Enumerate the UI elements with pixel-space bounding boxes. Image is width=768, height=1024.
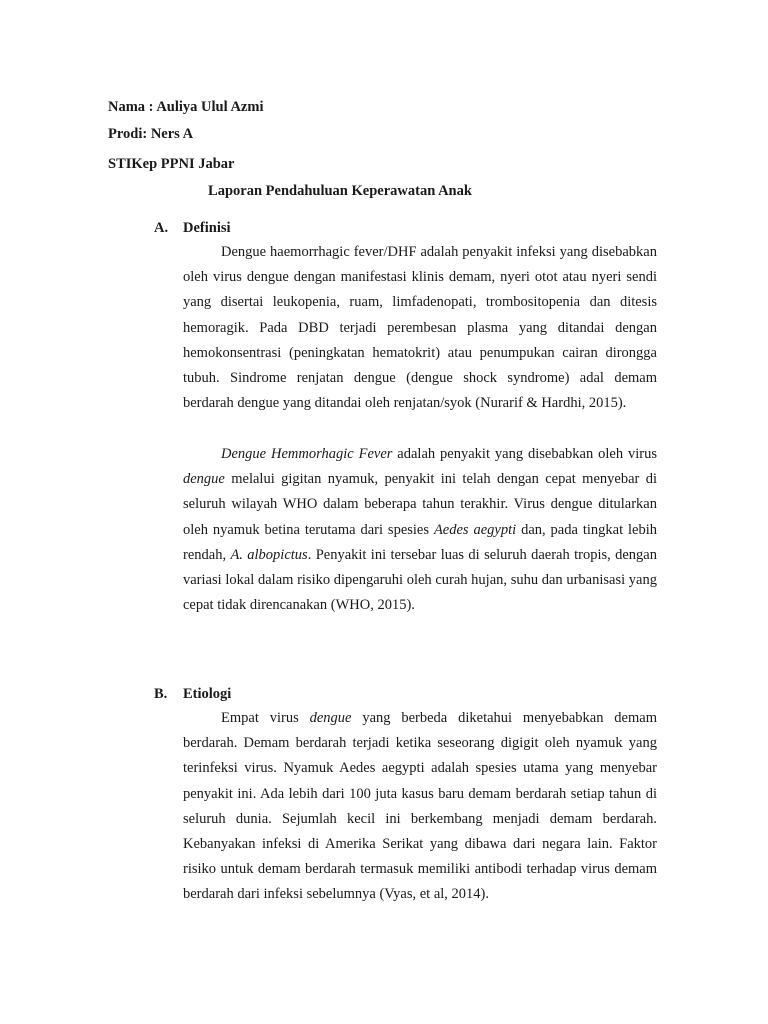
text-run: adalah penyakit yang disebabkan oleh virus bbox=[392, 446, 657, 462]
definisi-paragraph-2 bbox=[183, 442, 657, 618]
text-run: yang berbeda diketahui menyebabkan demam berdarah. Demam berdarah terjadi ketika seseorang digigit oleh nyamuk yang terinfeksi virus. Nyamuk Aedes aegypti adalah spesies utama yang menyebar penyakit ini. Ada lebih dari 100 juta kasus baru demam berdarah setiap tahun di seluruh dunia. Sejumlah kecil ini berkembang menjadi demam berdarah. Kebanyakan infeksi di Amerika Serikat yang dibawa dari negara lain. Faktor risiko untuk demam berdarah termasuk memiliki antibodi terhadap virus demam berdarah dari infeksi sebelumnya (Vyas, et al, 2014). bbox=[183, 710, 657, 903]
italic-text-run: Dengue Hemmorhagic Fever bbox=[221, 446, 393, 462]
section-a-heading: Definisi bbox=[183, 220, 231, 236]
etiologi-paragraph-1 bbox=[183, 706, 657, 908]
section-a-letter: A. bbox=[154, 220, 169, 236]
text-run: . Penyakit ini tersebar luas di seluruh daerah tropis, dengan variasi lokal dalam risiko dipengaruhi oleh curah hujan, suhu dan urbanisasi yang cepat tidak direncanakan (WHO, 2015). bbox=[183, 546, 657, 614]
italic-text-run: dengue bbox=[183, 471, 225, 488]
school-line: STIKep PPNI Jabar bbox=[108, 156, 235, 172]
student-name-line: Nama : Auliya Ulul Azmi bbox=[108, 99, 264, 115]
text-run: melalui gigitan nyamuk, penyakit ini telah dengan cepat menyebar di seluruh wilayah WHO dalam beberapa tahun terakhir. Virus dengue ditularkan oleh nyamuk betina terutama dari spesies bbox=[183, 471, 657, 538]
italic-text-run: dengue bbox=[309, 710, 352, 726]
italic-text-run: A. albopictus bbox=[230, 546, 308, 563]
section-b-heading: Etiologi bbox=[183, 686, 232, 702]
text-run: dan, pada tingkat lebih rendah, bbox=[183, 521, 658, 563]
text-run: Empat virus bbox=[221, 710, 310, 726]
document-title: Laporan Pendahuluan Keperawatan Anak bbox=[208, 183, 472, 199]
text-run: Dengue haemorrhagic fever/DHF adalah penyakit infeksi yang disebabkan oleh virus dengue dengan manifestasi klinis demam, nyeri otot atau nyeri sendi yang disertai leukopenia, ruam, limfadenopati, trombositopenia dan ditesis hemoragik. Pada DBD terjadi perembesan plasma yang ditandai dengan hemokonsentrasi (peningkatan hematokrit) atau penumpukan cairan dirongga tubuh. Sindrome renjatan dengue (dengue shock syndrome) adal demam berdarah dengue yang ditandai oleh renjatan/syok (Nurarif & Hardhi, 2015). bbox=[183, 244, 657, 412]
prodi-line: Prodi: Ners A bbox=[108, 126, 194, 142]
section-b-letter: B. bbox=[154, 686, 168, 702]
italic-text-run: Aedes aegypti bbox=[433, 521, 517, 538]
definisi-paragraph-1 bbox=[183, 240, 657, 416]
